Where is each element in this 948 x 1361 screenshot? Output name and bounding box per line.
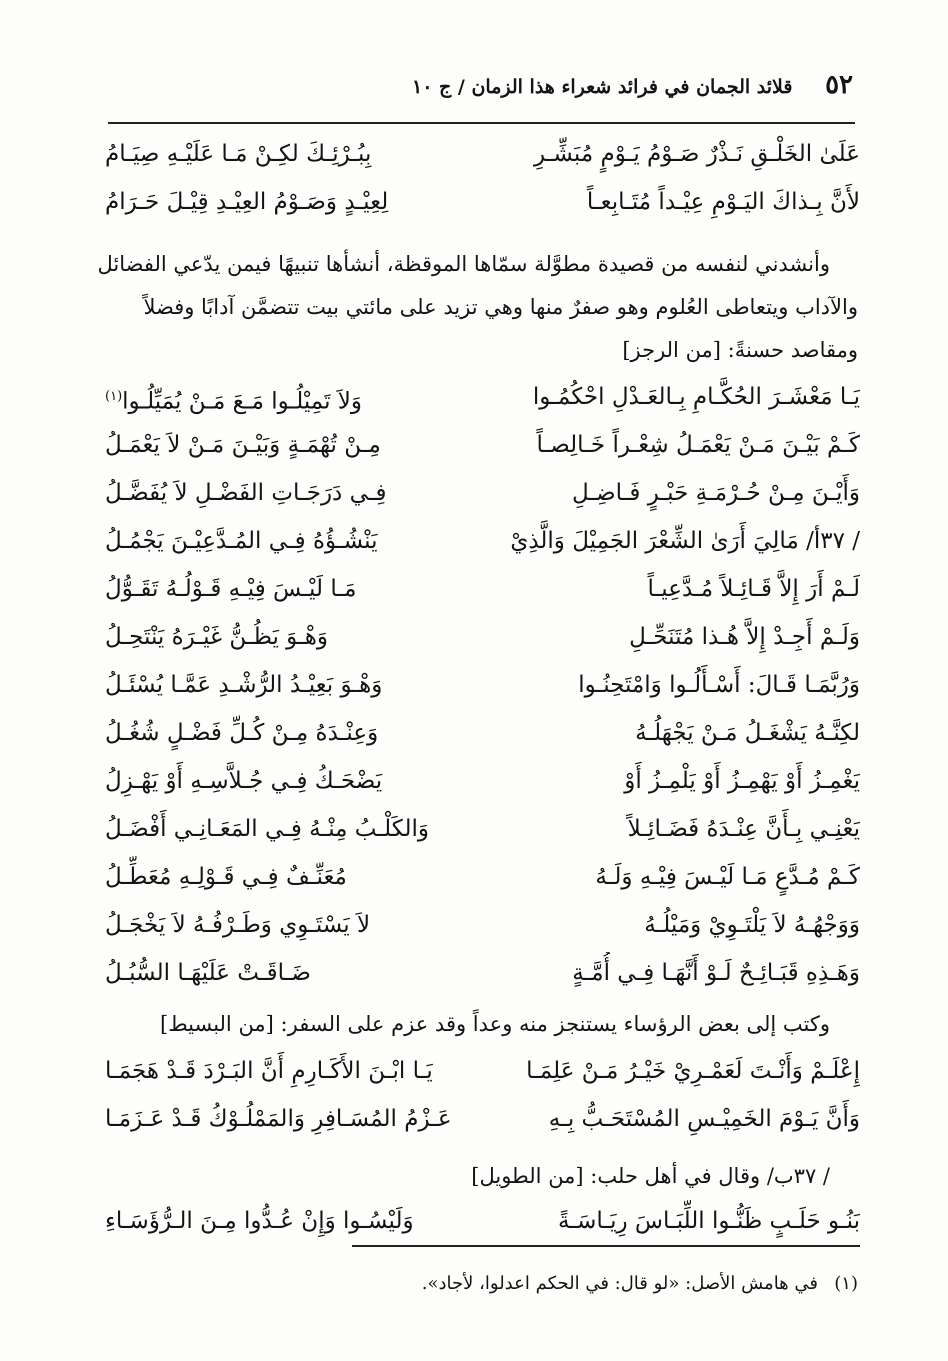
first-hemistich: لكِنَّـهُ يَشْغَـلُ مَـنْ يَجْهَلُـهُ: [635, 720, 860, 746]
first-hemistich: وَوَجْهُـهُ لاَ يَلْتَـوِيْ وَمَيْلُـهُ: [644, 912, 860, 938]
first-hemistich: وَهَـذِهِ قَبَـائِـحٌ لَـوْ أَنَّهَـا فِـي أُمَّـةٍ: [572, 960, 860, 986]
second-hemistich: يَضْحَـكُ فِـي جُـلاَّسِـهِ أَوْ يَهْـزِلُ: [105, 768, 383, 794]
second-hemistich: لِعِيْـدٍ وَصَـوْمُ العِيْـدِ قِيْـلَ حَـرَامُ: [105, 189, 389, 215]
poem2-verse: [105, 904, 860, 946]
second-hemistich-text: وَلاَ تَمِيْلُـوا مَـعَ مَـنْ يُمَيِّلُـوا: [122, 388, 363, 415]
second-hemistich: وَلَيْسُـوا وَإِنْ عُـدُّوا مِـنَ الـرُّؤَسَـاءِ: [105, 1208, 414, 1234]
poem3-verse: [105, 1098, 860, 1140]
intro-paragraph-line: ومقاصد حسنةً: [من الرجز]: [622, 338, 858, 362]
poem1-verse: [105, 133, 860, 175]
first-hemistich: وَأَنَّ يَـوْمَ الخَمِيْـسِ المُسْتَحَـبُّ بِـهِ: [548, 1106, 860, 1132]
page-number: ٥٢: [825, 70, 853, 100]
poem2-verse: [105, 616, 860, 658]
second-hemistich: يَـا ابْـنَ الأَكَـارِمِ أَنَّ البَـرْدَ قَـدْ هَجَمَـا: [105, 1058, 433, 1084]
second-hemistich: [105, 376, 477, 423]
first-hemistich: عَلَىٰ الخَلْـقِ نَـذْرٌ صَـوْمُ يَـوْمٍ مُبَشِّـرِ: [533, 141, 860, 167]
page-header: [112, 68, 853, 110]
footnote-ref: (١): [105, 389, 123, 404]
header-rule: [108, 122, 855, 124]
second-hemistich: وَهْـوَ بَعِيْـدُ الرُّشْـدِ عَمَّـا يُسْئَـلُ: [105, 672, 383, 698]
first-hemistich: لأَنَّ بِـذاكَ اليَـوْمِ عِيْـداً مُتَـابِعـاً: [586, 189, 860, 215]
first-hemistich: يَـا مَعْشَـرَ الحُكَّـامِ بِـالعَـدْلِ احْكُمُـوا: [532, 384, 860, 410]
second-hemistich: ضَـاقَـتْ عَلَيْهَـا السُّبُـلُ: [105, 960, 311, 986]
second-hemistich: وَالكَلْـبُ مِنْـهُ فِـي المَعَـانِـي أَفْضَـلُ: [105, 816, 429, 842]
poem3-verse: [105, 1050, 860, 1092]
first-hemistich: يَعْنِـي بِـأَنَّ عِنْـدَهُ فَضَـائِـلاً: [627, 816, 860, 842]
poem2-verse: [105, 856, 860, 898]
intro-paragraph-line: / ٣٧ب/ وقال في أهل حلب: [من الطويل]: [471, 1164, 830, 1188]
first-hemistich: وَأَيْـنَ مِـنْ حُـرْمَـةِ حَبْـرٍ فَـاضِـلِ: [571, 480, 860, 506]
intro-paragraph-line: وأنشدني لنفسه من قصيدة مطوَّلة سمّاها الموقظة، أنشأها تنبيهًا فيمن يدّعي الفضائل: [97, 252, 830, 276]
second-hemistich: مِـنْ تُهْمَـةٍ وَبَيْـنَ مَـنْ لاَ يَعْمَـلُ: [105, 432, 381, 458]
first-hemistich: بَنُـو حَلَـبٍ ظَنُّـوا اللِّبَـاسَ رِيَـاسَـةً: [558, 1208, 860, 1234]
poem2-verse: [105, 712, 860, 754]
first-hemistich: إِعْلَـمْ وَأَنْـتَ لَعَمْـرِيْ خَيْـرُ مَـنْ عَلِمَـا: [526, 1058, 860, 1084]
second-hemistich: لاَ يَسْتَـوِي وَطَـرْفُـهُ لاَ يَخْجَـلُ: [105, 912, 371, 938]
first-hemistich: يَغْمِـزُ أَوْ يَهْمِـزُ أَوْ يَلْمِـزُ أَوْ: [624, 768, 860, 794]
poem2-verse: [105, 760, 860, 802]
first-hemistich: / ٣٧أ/ مَالِيَ أَرَىٰ الشِّعْرَ الجَمِيْلَ وَالَّذِيْ: [510, 528, 860, 554]
poem2-verse: [105, 520, 860, 562]
intro-paragraph-line: والآداب ويتعاطى العُلوم وهو صفرٌ منها وهي تزيد على مائتي بيت تتضمَّن آدابًا وفضلاً: [143, 295, 858, 319]
second-hemistich: وَعِنْـدَهُ مِـنْ كُـلِّ فَضْـلٍ شُغُـلُ: [105, 720, 379, 746]
poem2-verse: [105, 952, 860, 994]
poem2-verse: [105, 568, 860, 610]
second-hemistich: عَـزْمُ المُسَـافِرِ وَالمَمْلُـوْكُ قَـدْ عَـزَمَـا: [105, 1106, 452, 1132]
second-hemistich: فِـي دَرَجَـاتِ الفَضْـلِ لاَ يُفَضَّـلُ: [105, 480, 387, 506]
running-title: قلائد الجمان في فرائد شعراء هذا الزمان / ج ١٠: [412, 76, 793, 98]
intro-paragraph-line: وكتب إلى بعض الرؤساء يستنجز منه وعداً وقد عزم على السفر: [من البسيط]: [160, 1012, 830, 1036]
poem4-verse: [105, 1200, 860, 1242]
first-hemistich: كَـمْ مُـدَّعٍ مَـا لَيْـسَ فِيْـهِ وَلَـهُ: [595, 864, 860, 890]
poem1-verse: [105, 181, 860, 223]
first-hemistich: كَـمْ بَيْـنَ مَـنْ يَعْمَـلُ شِعْـراً خَـالِصـاً: [536, 432, 860, 458]
second-hemistich: بِبُـرْئِـكَ لكِـنْ مَـا عَلَيْـهِ صِيَـامُ: [105, 141, 372, 167]
first-hemistich: لَـمْ أَرَ إِلاَّ قَـائِـلاً مُـدَّعِيـاً: [647, 576, 860, 602]
poem2-verse: [105, 424, 860, 466]
poem2-verse: [105, 376, 860, 418]
second-hemistich: وَهْـوَ يَظُـنُّ غَيْـرَهُ يَنْتَحِـلُ: [105, 624, 329, 650]
second-hemistich: يَنْشُـؤُهُ فِـي المُـدَّعِيْـنَ يَجْمُـلُ: [105, 528, 378, 554]
first-hemistich: وَرُبَّمَـا قَـالَ: أَسْـأَلُـوا وَامْتَحِنُـوا: [578, 672, 860, 698]
poem2-verse: [105, 808, 860, 850]
footnote-text: في هامش الأصل: «لو قال: في الحكم اعدلوا، لأجاد».: [421, 1273, 818, 1294]
footnote-mark: (١): [834, 1273, 858, 1294]
first-hemistich: وَلَـمْ أَجِـدْ إِلاَّ هُـذا مُتَنَحِّـلِ: [629, 624, 860, 650]
poem2-verse: [105, 472, 860, 514]
second-hemistich: مُعَنِّـفٌ فِـي قَـوْلِـهِ مُعَطِّـلُ: [105, 864, 347, 890]
poem2-verse: [105, 664, 860, 706]
footnote-rule: [352, 1245, 860, 1247]
second-hemistich: مَـا لَيْـسَ فِيْـهِ قَـوْلُـهُ تَقَـوُّلُ: [105, 576, 357, 602]
